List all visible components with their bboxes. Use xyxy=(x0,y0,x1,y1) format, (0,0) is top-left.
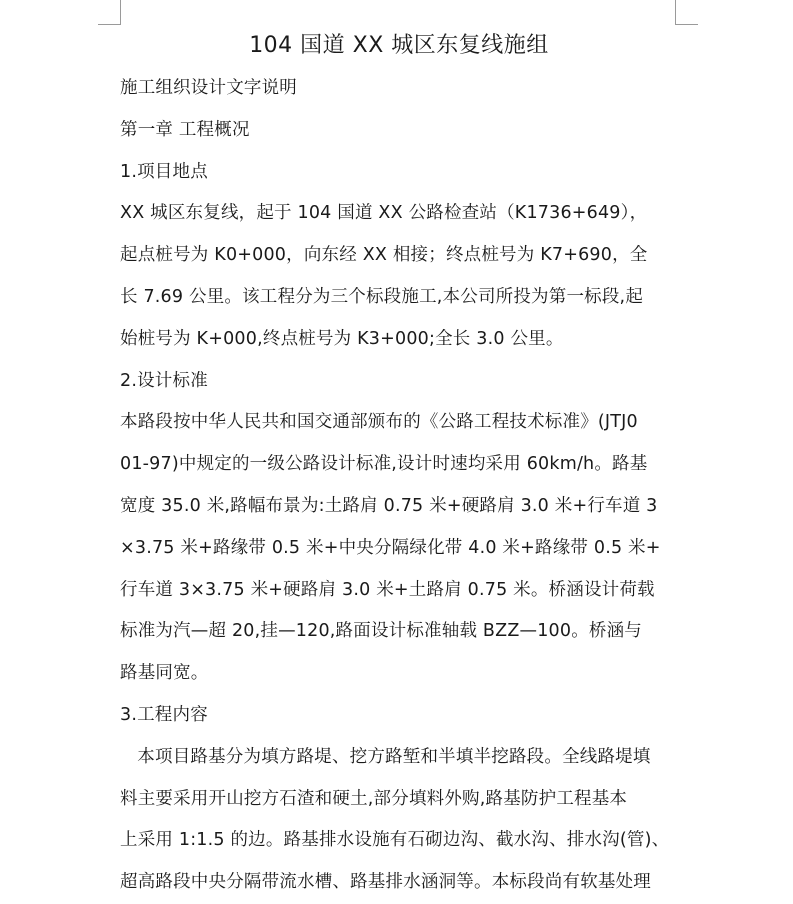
page-corner-mark-left xyxy=(98,0,121,25)
section-heading-location: 1.项目地点 xyxy=(120,161,208,182)
body-line: 超高路段中央分隔带流水槽、路基排水涵洞等。本标段尚有软基处理 xyxy=(120,872,651,893)
body-line: XX 城区东复线，起于 104 国道 XX 公路检查站（K1736+649）， xyxy=(120,203,648,224)
body-line: 本项目路基分为填方路堤、挖方路堑和半填半挖路段。全线路堤填 xyxy=(120,746,651,767)
body-line: 始桩号为 K+000,终点桩号为 K3+000;全长 3.0 公里。 xyxy=(120,328,564,349)
page-corner-mark-right xyxy=(675,0,698,25)
body-line: 01-97)中规定的一级公路设计标准,设计时速均采用 60km/h。路基 xyxy=(120,454,648,475)
chapter-heading: 第一章 工程概况 xyxy=(120,119,250,140)
section-heading-content: 3.工程内容 xyxy=(120,704,208,725)
document-page xyxy=(120,28,678,904)
body-line: 标准为汽—超 20,挂—120,路面设计标准轴载 BZZ—100。桥涵与 xyxy=(120,621,643,642)
body-line: 上采用 1:1.5 的边。路基排水设施有石砌边沟、截水沟、排水沟(管)、 xyxy=(120,830,670,851)
subtitle-line: 施工组织设计文字说明 xyxy=(120,78,297,98)
body-line: 宽度 35.0 米,路幅布景为:土路肩 0.75 米+硬路肩 3.0 米+行车道 3 xyxy=(120,495,658,516)
section-heading-standard: 2.设计标准 xyxy=(120,370,208,391)
body-line: 路基同宽。 xyxy=(120,663,209,684)
document-title: 104 国道 XX 城区东复线施组 xyxy=(249,33,549,58)
body-line: 本路段按中华人民共和国交通部颁布的《公路工程技术标准》(JTJ0 xyxy=(120,412,638,433)
body-line: 料主要采用开山挖方石渣和硬土,部分填料外购,路基防护工程基本 xyxy=(120,788,628,809)
body-line: 行车道 3×3.75 米+硬路肩 3.0 米+土路肩 0.75 米。桥涵设计荷载 xyxy=(120,579,655,600)
body-line: 长 7.69 公里。该工程分为三个标段施工,本公司所投为第一标段,起 xyxy=(120,286,644,307)
body-line: ×3.75 米+路缘带 0.5 米+中央分隔绿化带 4.0 米+路缘带 0.5 米+ xyxy=(120,537,661,558)
body-line: 起点桩号为 K0+000，向东经 XX 相接；终点桩号为 K7+690，全 xyxy=(120,245,648,266)
